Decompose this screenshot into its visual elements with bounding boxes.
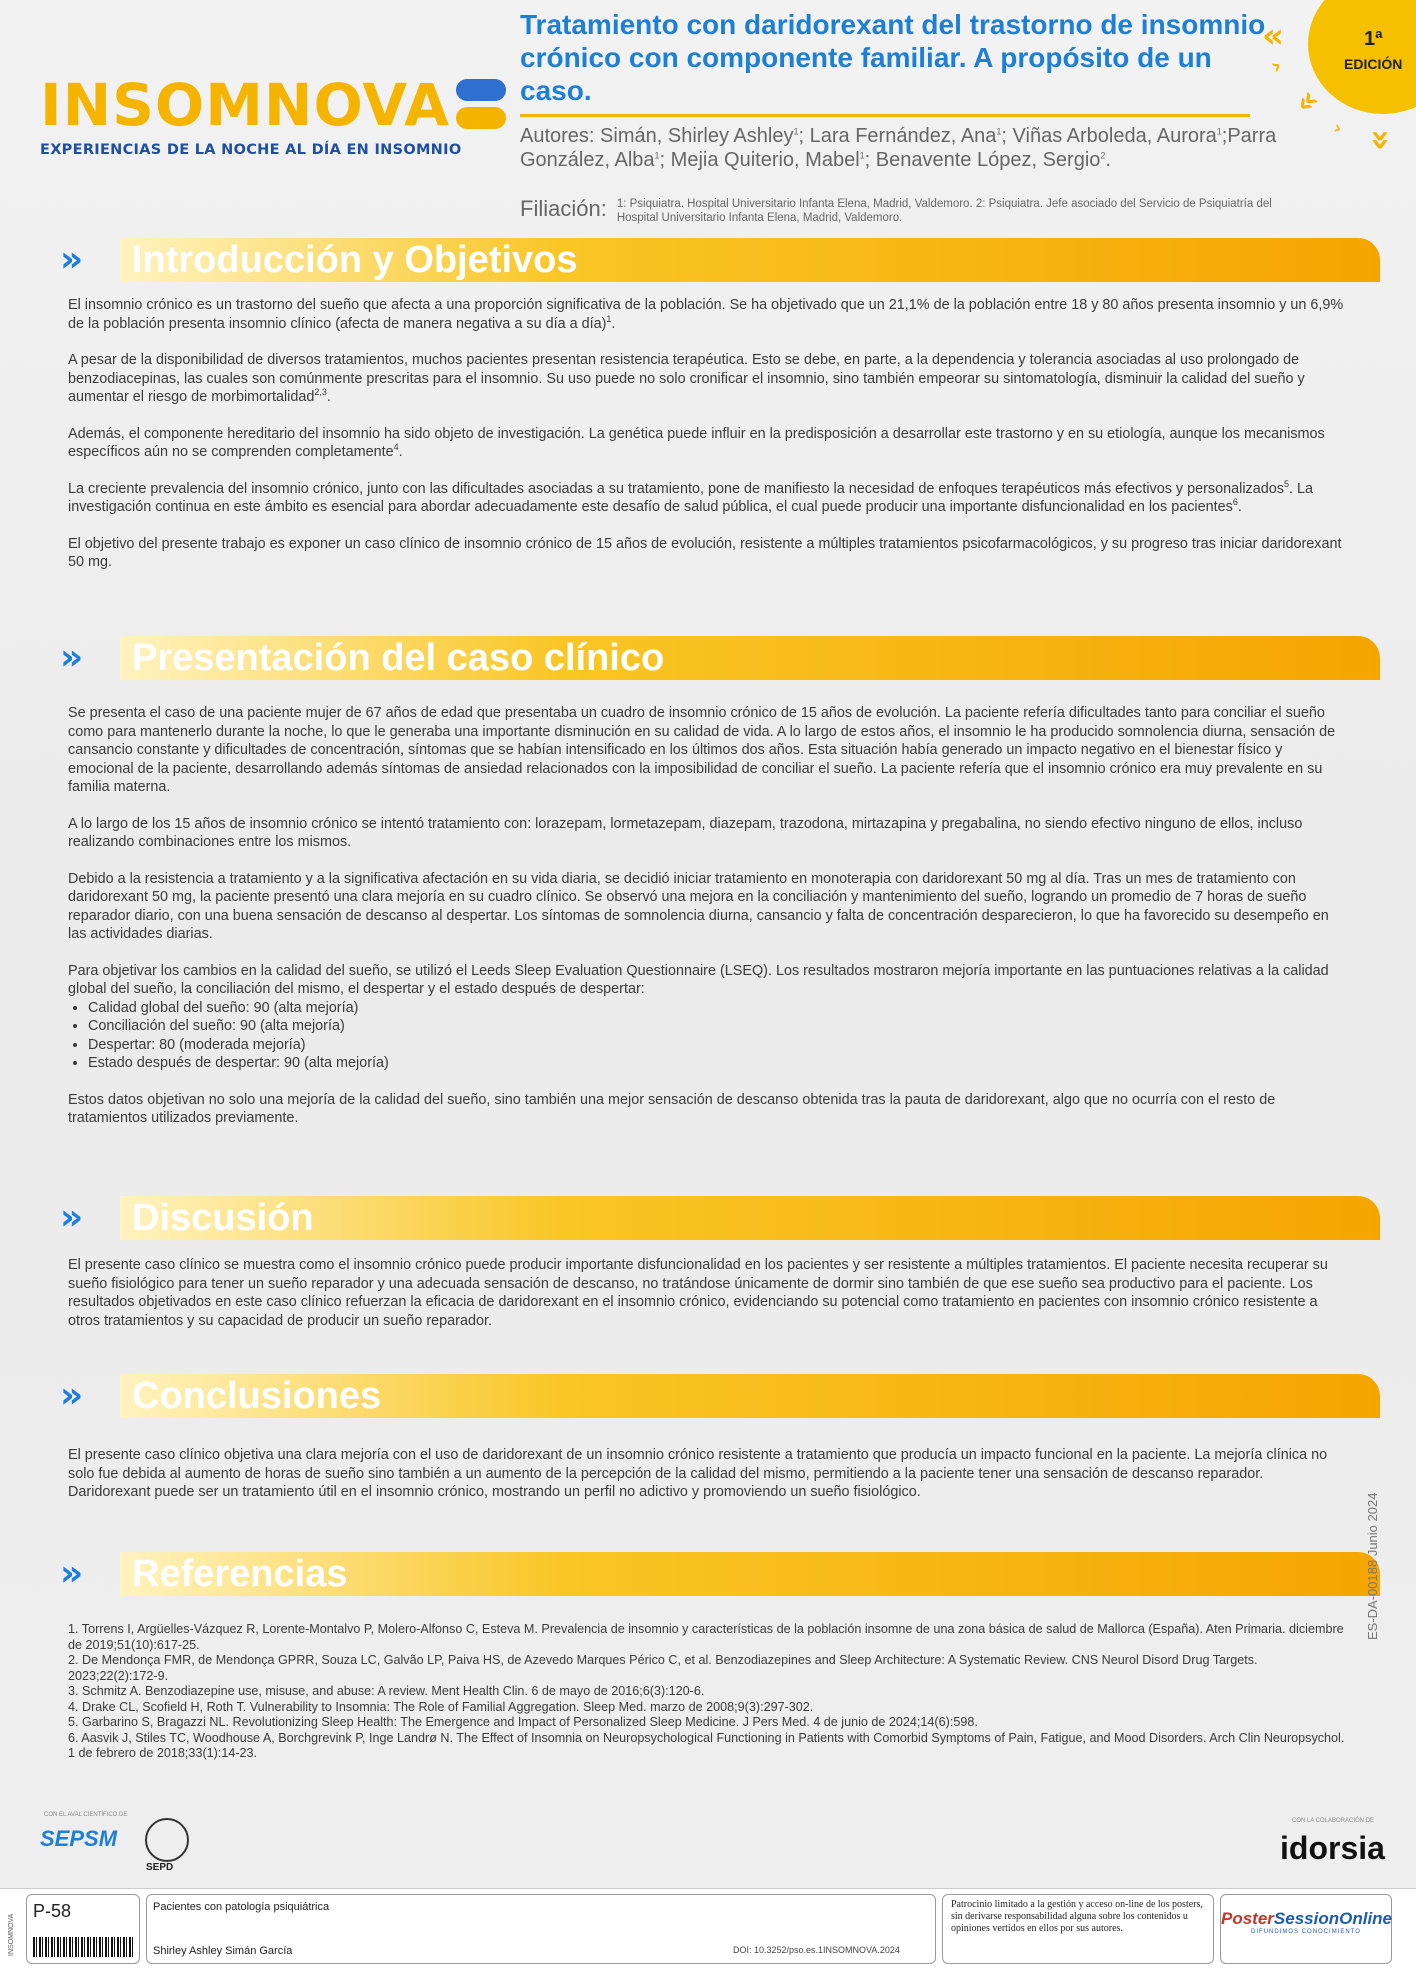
collab-label: CON LA COLABORACIÓN DE xyxy=(1292,1818,1375,1824)
barcode-icon xyxy=(33,1937,133,1957)
sepd-logo-text: SEPD xyxy=(146,1862,174,1873)
poster-info-box xyxy=(146,1894,936,1964)
poster-author: Shirley Ashley Simán García xyxy=(153,1945,293,1957)
poster-category: Pacientes con patología psiquiátrica xyxy=(153,1901,330,1913)
edition-badge xyxy=(1308,0,1416,114)
paragraph: El presente caso clínico objetiva una clara mejoría con el uso de daridorexant de un insomnio crónico resistente a tratamiento que producía un impacto funcional en la paciente. La mejoría clínica no solo fue debida al aumento de horas de sueño sino también a un aumento de la percepción de la calidad del mismo, permitiendo a la paciente tener una sensación de descanso reparador. Daridorexant puede ser un tratamiento útil en el insomnio crónico, mostrando un perfil no adictivo y promoviendo un sueño fisiológico. xyxy=(68,1447,1328,1500)
chevron-down-icon: » xyxy=(1360,129,1401,151)
aval-label: CON EL AVAL CIENTÍFICO DE xyxy=(44,1812,128,1818)
section-arrow-icon: » xyxy=(60,1197,74,1238)
author-item: Simán, Shirley Ashley xyxy=(600,125,794,147)
poster-doi: DOI: 10.3252/pso.es.1INSOMNOVA.2024 xyxy=(733,1945,900,1955)
paragraph: El insomnio crónico es un trastorno del sueño que afecta a una proporción significativa de la población. Se ha objetivado que un 21,1% de la población entre 18 y 80 años presenta insomnio y un 6,9% de la población presenta insomnio clínico (afecta de manera negativa a su día a día)$^1$. xyxy=(68,297,1344,332)
section-body-caso xyxy=(68,704,1348,1146)
author-item: Lara Fernández, Ana xyxy=(809,125,997,147)
paragraph: Se presenta el caso de una paciente mujer de 67 años de edad que presentaba un cuadro de insomnio crónico de 15 años de evolución. La paciente refería dificultades tanto para conciliar el sueño como para mantenerlo durante la noche, lo que le generaba una importante disminución en su calidad de vida. A lo largo de estos años, el insomnio le ha producido somnolencia diurna, sensación de cansancio constante y dificultades de concentración, síntomas que se habían intensificado en los últimos dos años. Esta situación había generado un impacto negativo en el bienestar físico y emocional de la paciente, desarrollando además síntomas de ansiedad relacionados con la imposibilidad de conciliar el sueño. La paciente refería que el insomnio crónico era muy prevalente en su familia materna. xyxy=(68,705,1336,795)
chevron-small-icon: › xyxy=(1330,117,1345,140)
citation: 2,3 xyxy=(314,387,327,398)
paragraph: Además, el componente hereditario del insomnio ha sido objeto de investigación. La genética puede influir en la predisposición a desarrollar este trastorno y en su etiología, aunque los mecanismos específicos aún no se comprenden completamente$^4$. xyxy=(68,425,1325,460)
paragraph-text: El insomnio crónico es un trastorno del sueño que afecta a una proporción significativa de la población. Se ha objetivado que un 21,1% de la población entre 18 y 80 años presenta insomnio y un 6,9% de la población presenta insomnio clínico (afecta de manera negativa a su día a día) xyxy=(68,297,1344,332)
section-arrow-icon: » xyxy=(60,1553,74,1594)
section-arrow-icon: » xyxy=(60,239,74,280)
footer-side-label: INSOMNOVA xyxy=(8,1913,15,1956)
reference-item: 6. Aasvik J, Stiles TC, Woodhouse A, Borchgrevink P, Inge Landrø N. The Effect of Insomnia on Neuropsychological Functioning in Patients with Comorbid Symptoms of Pain, Fatigue, and Mood Disorders. Arch Clin Neuropsychol. 1 de febrero de 2018;33(1):14-23. xyxy=(68,1730,1345,1760)
affiliation-label: Filiación: xyxy=(520,196,607,221)
author-item: Mejia Quiterio, Mabel xyxy=(670,149,860,171)
citation: 1 xyxy=(606,313,612,324)
paragraph: A pesar de la disponibilidad de diversos tratamientos, muchos pacientes presentan resistencia terapéutica. Esto se debe, en parte, a la dependencia y tolerancia asociadas al uso prolongado de benzodiacepinas, las cuales son comúnmente prescritas para el insomnio. Su uso puede no solo cronificar el insomnio, sino también empeorar su sintomatología, disminuir la calidad del sueño y aumentar el riesgo de morbimortalidad$^{2,3}$. xyxy=(68,352,1305,405)
reference-item: 3. Schmitz A. Benzodiazepine use, misuse, and abuse: A review. Ment Health Clin. 6 de mayo de 2016;6(3):120-6. xyxy=(68,1684,705,1698)
pso-logo-box[interactable] xyxy=(1220,1894,1392,1964)
sepd-seal-icon xyxy=(145,1818,189,1862)
authors-label: Autores: xyxy=(520,125,595,147)
paragraph: A lo largo de los 15 años de insomnio crónico se intentó tratamiento con: lorazepam, lormetazepam, diazepam, trazodona, mirtazapina y pregabalina, no siendo efectivo ninguno de ellos, incluso realizando combinaciones entre los mismos. xyxy=(68,815,1303,850)
section-title-intro: Introducción y Objetivos xyxy=(132,239,578,281)
authors-line: Autores: Simán, Shirley Ashley$^1$; Lara Fernández, Ana$^1$; Viñas Arboleda, Aurora$^1$;Parra González, Alba$^1$; Mejia Quiterio, Mabel$^1$; Benavente López, Sergio$^2$. xyxy=(520,125,1277,171)
poster-code-box xyxy=(26,1894,140,1964)
section-title-referencias: Referencias xyxy=(132,1553,348,1595)
reference-item: 2. De Mendonça FMR, de Mendonça GPRR, Souza LC, Galvão LP, Paiva HS, de Azevedo Marques Périco C, et al. Benzodiazepines and Sleep Architecture: A Systematic Review. CNS Neurol Disord Drug Targets. 2023;22(2):172-9. xyxy=(68,1653,1258,1683)
section-title-discusion: Discusión xyxy=(132,1197,314,1239)
chevron-left-icon: « xyxy=(1262,16,1284,56)
chevron-icon: › xyxy=(1266,53,1287,80)
section-title-caso: Presentación del caso clínico xyxy=(132,637,665,679)
author-item: Parra González, Alba xyxy=(520,125,1277,171)
title-divider xyxy=(520,114,1250,117)
paragraph: Debido a la resistencia a tratamiento y a la significativa afectación en su vida diaria, se decidió iniciar tratamiento en monoterapia con daridorexant 50 mg al día. Tras un mes de tratamiento con daridorexant 50 mg, la paciente presentó una clara mejoría en su cuadro clínico. Se observó una mejora en la conciliación y mantenimiento del sueño, logrando un promedio de 7 horas de sueño reparador diario, con una buena sensación de descanso al despertar. Los síntomas de somnolencia diurna, cansancio y falta de concentración desparecieron, lo que ha favorecido su desempeño en las actividades diarias. xyxy=(68,870,1329,942)
results-list xyxy=(68,999,1348,1073)
author-affiliation: 1 xyxy=(996,126,1002,137)
author-affiliation: 2 xyxy=(1100,150,1106,161)
pso-logo-part: SessionOnline xyxy=(1273,1909,1393,1928)
logo-tagline: EXPERIENCIAS DE LA NOCHE AL DÍA EN INSOMNIO xyxy=(40,142,462,158)
reference-item: 1. Torrens I, Argüelles-Vázquez R, Lorente-Montalvo P, Molero-Alfonso C, Esteva M. Prevalencia de insomnio y características de la población insomne de una zona básica de salud de Mallorca (España). Aten Primaria. diciembre de 2019;51(10):617-25. xyxy=(68,1622,1344,1652)
section-body-conclusiones xyxy=(68,1446,1348,1520)
logo-text: INSOMNOVA xyxy=(40,71,451,139)
document-code: ES-DA-00188 Junio 2024 xyxy=(1365,1492,1380,1640)
paragraph-text: A pesar de la disponibilidad de diversos tratamientos, muchos pacientes presentan resistencia terapéutica. Esto se debe, en parte, a la dependencia y tolerancia asociadas al uso prolongado de benzodiacepinas, las cuales son comúnmente prescritas para el insomnio. Su uso puede no solo cronificar el insomnio, sino también empeorar su sintomatología, disminuir la calidad del sueño y aumentar el riesgo de morbimortalidad xyxy=(68,352,1305,405)
paragraph-text: . La investigación continua en este ámbito es esencial para abordar adecuadamente este desafío de salud pública, el cual puede producir una importante disfuncionalidad en los pacientes xyxy=(68,480,1313,515)
author-affiliation: 1 xyxy=(1216,126,1222,137)
poster-title: Tratamiento con daridorexant del trastorno de insomnio crónico con componente familiar. A propósito de un caso. xyxy=(520,9,1266,106)
section-arrow-icon: » xyxy=(60,1375,74,1416)
list-item: • Calidad global del sueño: 90 (alta mejoría) xyxy=(88,999,1348,1018)
author-affiliation: 1 xyxy=(793,126,799,137)
logo-wordmark xyxy=(40,70,470,140)
pso-tagline: DIFUNDIMOS CONOCIMIENTO xyxy=(1251,1929,1361,1935)
citation: 4 xyxy=(393,442,399,453)
edition-number: 1ª xyxy=(1364,28,1383,50)
affiliation-block xyxy=(520,196,1310,225)
citation: 5 xyxy=(1283,478,1289,489)
sepsm-logo: SEPSM xyxy=(40,1826,118,1851)
idorsia-logo: idorsia xyxy=(1280,1830,1385,1866)
author-item: Benavente López, Sergio xyxy=(875,149,1101,171)
insomnova-logo xyxy=(40,70,470,158)
list-item: • Estado después de despertar: 90 (alta mejoría) xyxy=(88,1054,1348,1073)
references-list xyxy=(68,1622,1348,1762)
citation: 6 xyxy=(1232,497,1238,508)
disclaimer-box: Patrocinio limitado a la gestión y acceso on-line de los posters, sin derivarse responsabilidad alguna sobre los contenidos u opiniones vertidos en ellos por sus autores. xyxy=(942,1894,1214,1964)
pso-logo-part: Poster xyxy=(1221,1909,1274,1928)
toggle-icon xyxy=(456,79,506,131)
reference-item: 4. Drake CL, Scofield H, Roth T. Vulnerability to Insomnia: The Role of Familial Aggregation. Sleep Med. marzo de 2008;9(3):297-302. xyxy=(68,1699,814,1714)
affiliation-text: 1: Psiquiatra. Hospital Universitario Infanta Elena, Madrid, Valdemoro. 2: Psiquiatra. Jefe asociado del Servicio de Psiquiatría del Hospital Universitario Infanta Elena, Madrid, Valdemoro. xyxy=(616,198,1272,224)
paragraph: El presente caso clínico se muestra como el insomnio crónico puede producir importante disfuncionalidad en los pacientes y ser resistente a múltiples tratamientos. El paciente necesita recuperar su sueño fisiológico para tener un sueño reparador y una adecuada sensación de descanso, no tratándose únicamente de dormir sino también de que ese sueño sea productivo para el paciente. Los resultados objetivados en este caso clínico refuerzan la eficacia de daridorexant en el insomnio crónico, evidenciando su potencial como tratamiento en pacientes con insomnio crónico resistente a otros tratamientos y su capacidad de producir un sueño reparador. xyxy=(68,1257,1328,1329)
section-arrow-icon: » xyxy=(60,637,74,678)
chevron-corner-icon: « xyxy=(1285,80,1328,122)
author-affiliation: 1 xyxy=(654,150,660,161)
paragraph-text: Además, el componente hereditario del insomnio ha sido objeto de investigación. La genética puede influir en la predisposición a desarrollar este trastorno y en su etiología, aunque los mecanismos específicos aún no se comprenden completamente xyxy=(68,425,1325,460)
list-item: • Conciliación del sueño: 90 (alta mejoría) xyxy=(88,1017,1348,1036)
reference-item: 5. Garbarino S, Bragazzi NL. Revolutionizing Sleep Health: The Emergence and Impact of Personalized Sleep Medicine. J Pers Med. 4 de junio de 2024;14(6):598. xyxy=(68,1715,978,1729)
edition-label: EDICIÓN xyxy=(1344,56,1403,72)
paragraph: Estos datos objetivan no solo una mejoría de la calidad del sueño, sino también una mejor sensación de descanso obtenida tras la pauta de daridorexant, algo que no ocurría con el resto de tratamientos utilizados previamente. xyxy=(68,1091,1276,1126)
paragraph: Para objetivar los cambios en la calidad del sueño, se utilizó el Leeds Sleep Evaluation Questionnaire (LSEQ). Los resultados mostraron mejoría importante en las puntuaciones relativas a la calidad global del sueño, la conciliación del mismo, el despertar y el estado después de despertar: xyxy=(68,962,1329,997)
paragraph: La creciente prevalencia del insomnio crónico, junto con las dificultades asociadas a su tratamiento, pone de manifiesto la necesidad de enfoques terapéuticos más efectivos y personalizados$^5$. La investigación continua en este ámbito es esencial para abordar adecuadamente este desafío de salud pública, el cual puede producir una importante disfuncionalidad en los pacientes$^6$. xyxy=(68,478,1313,515)
section-title-conclusiones: Conclusiones xyxy=(132,1375,382,1417)
pso-logo xyxy=(1221,1909,1391,1929)
paragraph-text: La creciente prevalencia del insomnio crónico, junto con las dificultades asociadas a su tratamiento, pone de manifiesto la necesidad de enfoques terapéuticos más efectivos y personalizados xyxy=(68,480,1284,497)
section-body-intro xyxy=(68,296,1348,590)
poster-number: P-58 xyxy=(33,1901,72,1921)
section-body-discusion xyxy=(68,1256,1348,1348)
list-item: • Despertar: 80 (moderada mejoría) xyxy=(88,1036,1348,1055)
author-item: Viñas Arboleda, Aurora xyxy=(1012,125,1217,147)
paragraph: El objetivo del presente trabajo es exponer un caso clínico de insomnio crónico de 15 años de evolución, resistente a múltiples tratamientos psicofarmacológicos, y su progreso tras iniciar daridorexant 50 mg. xyxy=(68,535,1342,570)
author-affiliation: 1 xyxy=(859,150,865,161)
